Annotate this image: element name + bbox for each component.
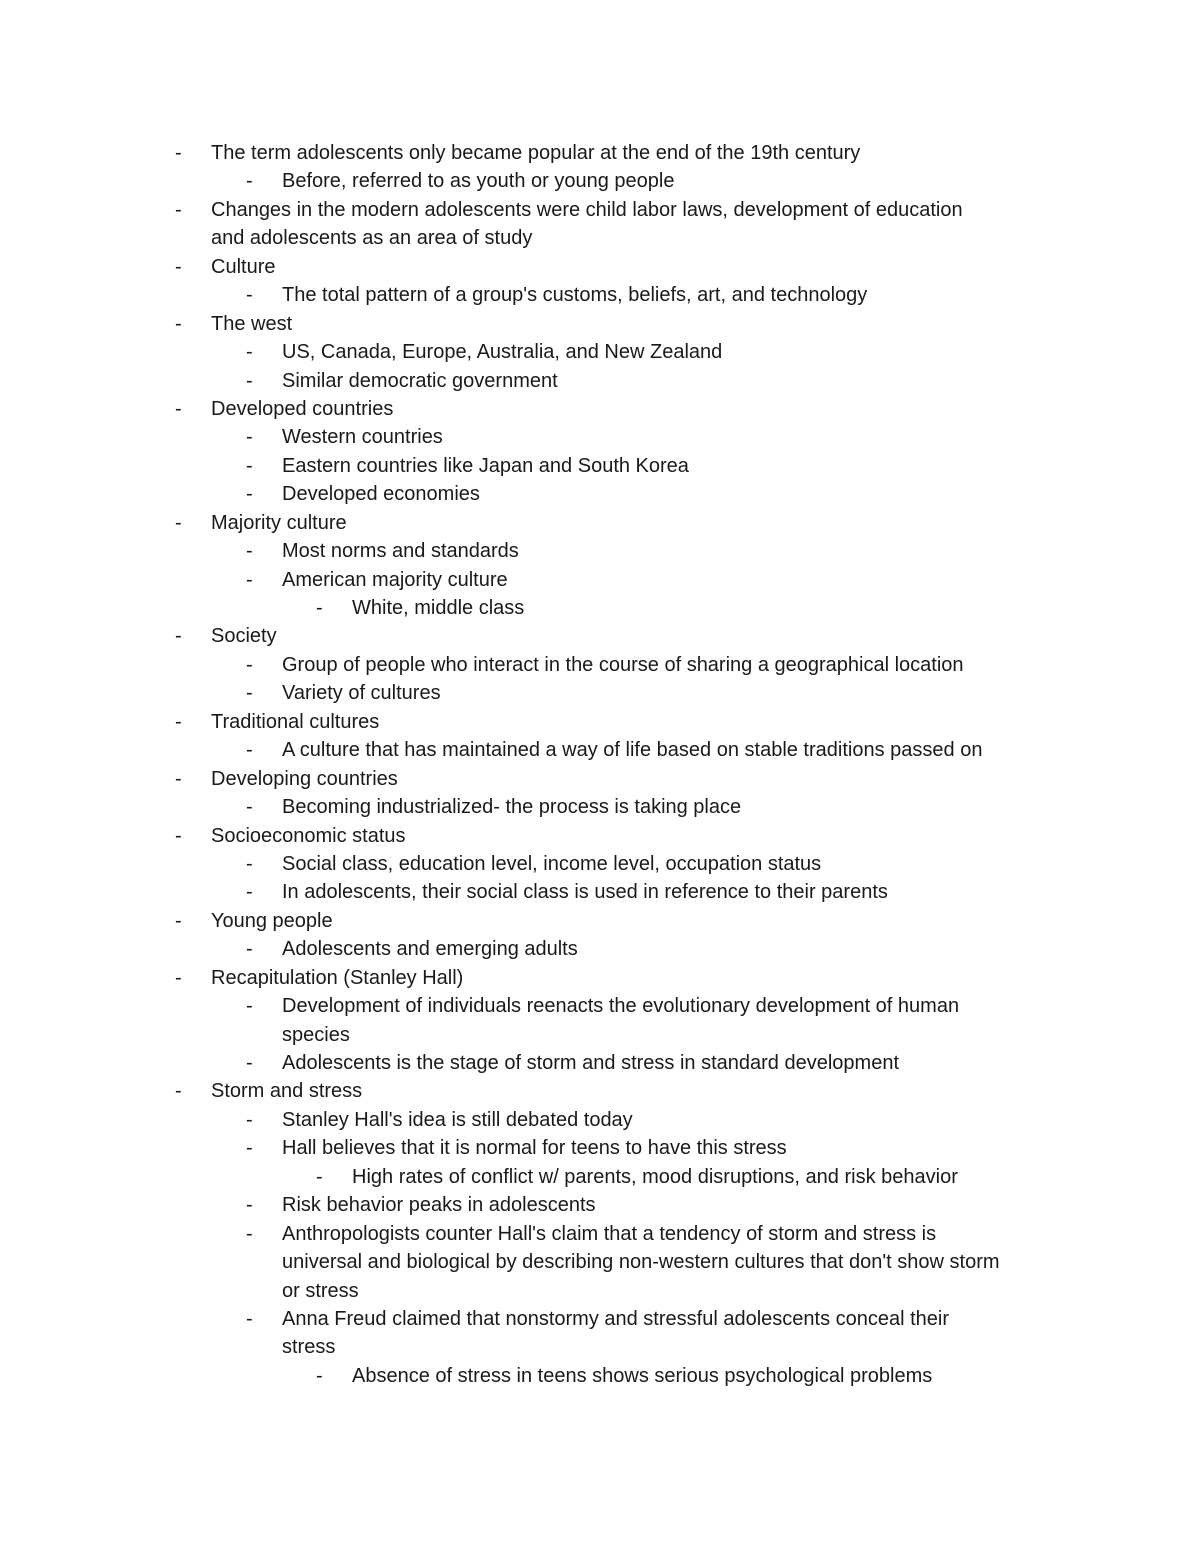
list-item [0, 765, 1200, 793]
bullet-dash: - [316, 597, 323, 619]
list-item-text: In adolescents, their social class is used in reference to their parents [282, 881, 888, 904]
list-item-text: Adolescents is the stage of storm and stress in standard development [282, 1052, 900, 1074]
list-item [0, 736, 1200, 764]
list-item-continuation [0, 1248, 1200, 1276]
list-item-continuation [0, 1333, 1200, 1361]
bullet-dash: - [175, 966, 182, 989]
list-item-text: Changes in the modern adolescents were child labor laws, development of education [211, 198, 963, 221]
list-item-text: Culture [211, 255, 276, 278]
bullet-dash: - [246, 938, 253, 961]
list-item-text: and adolescents as an area of study [211, 227, 533, 250]
list-item-continuation [0, 1277, 1200, 1305]
list-item-text: Most norms and standards [282, 540, 519, 563]
list-item [0, 1106, 1200, 1134]
list-item [0, 395, 1200, 423]
list-item-continuation [0, 224, 1200, 252]
bullet-dash: - [246, 1137, 253, 1160]
list-item [0, 651, 1200, 679]
list-item [0, 196, 1200, 224]
list-item [0, 338, 1200, 366]
list-item [0, 1049, 1200, 1077]
bullet-dash: - [175, 909, 182, 932]
list-item [0, 537, 1200, 565]
bullet-dash: - [246, 426, 253, 449]
bullet-dash: - [175, 1080, 182, 1103]
list-item [0, 850, 1200, 878]
bullet-dash: - [246, 170, 253, 193]
bullet-dash: - [246, 682, 253, 705]
list-item-text: or stress [282, 1279, 359, 1302]
list-item-text: The term adolescents only became popular at the end of the 19th century [211, 142, 861, 164]
list-item-text: Developed countries [211, 397, 394, 420]
list-item-text: Risk behavior peaks in adolescents [282, 1194, 596, 1217]
bullet-dash: - [246, 881, 253, 904]
list-item [0, 822, 1200, 850]
list-item [0, 139, 1200, 167]
bullet-dash: - [246, 1052, 253, 1074]
list-item [0, 1163, 1200, 1191]
list-item-text: The west [211, 312, 293, 335]
list-item-text: Western countries [282, 426, 443, 449]
list-item-text: Group of people who interact in the course of sharing a geographical location [282, 653, 964, 676]
list-item-text: Becoming industrialized- the process is taking place [282, 796, 742, 819]
list-item [0, 480, 1200, 508]
list-item [0, 1362, 1200, 1390]
list-item-text: Anna Freud claimed that nonstormy and stressful adolescents conceal their [282, 1307, 950, 1330]
list-item [0, 367, 1200, 395]
list-item [0, 310, 1200, 338]
list-item-text: Majority culture [211, 511, 347, 534]
bullet-dash: - [246, 1108, 253, 1131]
list-item-text: Hall believes that it is normal for teens to have this stress [282, 1137, 787, 1160]
list-item [0, 1305, 1200, 1333]
bullet-dash: - [175, 625, 182, 648]
list-item [0, 423, 1200, 451]
bullet-list [0, 139, 1200, 1390]
list-item-text: Eastern countries like Japan and South Korea [282, 454, 689, 477]
document-page [0, 139, 1200, 1390]
bullet-dash: - [246, 995, 253, 1018]
bullet-dash: - [316, 1165, 323, 1188]
bullet-dash: - [175, 198, 182, 221]
list-item [0, 1077, 1200, 1105]
list-item [0, 167, 1200, 195]
bullet-dash: - [175, 397, 182, 420]
list-item-text: Absence of stress in teens shows serious psychological problems [352, 1364, 933, 1387]
list-item [0, 992, 1200, 1020]
bullet-dash: - [175, 312, 182, 335]
list-item-text: species [282, 1023, 350, 1046]
list-item-text: Anthropologists counter Hall's claim that a tendency of storm and stress is [282, 1222, 937, 1245]
list-item-text: Development of individuals reenacts the evolutionary development of human [282, 995, 960, 1018]
bullet-dash: - [316, 1364, 323, 1387]
bullet-dash: - [246, 1222, 253, 1245]
list-item-text: Society [211, 625, 277, 648]
list-item [0, 679, 1200, 707]
list-item-text: Developing countries [211, 767, 398, 790]
list-item-text: Variety of cultures [282, 682, 441, 705]
list-item [0, 1134, 1200, 1162]
list-item [0, 622, 1200, 650]
bullet-dash: - [175, 511, 182, 534]
list-item-text: Young people [211, 909, 333, 932]
bullet-dash: - [246, 653, 253, 676]
bullet-dash: - [246, 1307, 253, 1330]
list-item [0, 793, 1200, 821]
list-item [0, 708, 1200, 736]
list-item-text: Socioeconomic status [211, 824, 406, 847]
list-item [0, 878, 1200, 906]
list-item-text: US, Canada, Europe, Australia, and New Zealand [282, 341, 723, 364]
list-item [0, 253, 1200, 281]
list-item-text: stress [282, 1336, 336, 1359]
bullet-dash: - [246, 739, 253, 762]
list-item [0, 566, 1200, 594]
bullet-dash: - [246, 568, 253, 591]
list-item [0, 452, 1200, 480]
bullet-dash: - [246, 796, 253, 819]
list-item-text: Social class, education level, income level, occupation status [282, 852, 822, 875]
list-item-text: Recapitulation (Stanley Hall) [211, 966, 464, 989]
list-item [0, 907, 1200, 935]
list-item [0, 964, 1200, 992]
list-item-text: High rates of conflict w/ parents, mood disruptions, and risk behavior [352, 1165, 958, 1188]
list-item-text: Adolescents and emerging adults [282, 938, 578, 961]
list-item-text: Before, referred to as youth or young people [282, 170, 675, 193]
bullet-dash: - [246, 540, 253, 563]
bullet-dash: - [246, 852, 253, 875]
list-item [0, 594, 1200, 622]
bullet-dash: - [175, 142, 182, 164]
list-item [0, 281, 1200, 309]
list-item [0, 1191, 1200, 1219]
list-item-text: Developed economies [282, 483, 480, 506]
bullet-dash: - [175, 710, 182, 733]
list-item-text: American majority culture [282, 568, 508, 591]
bullet-dash: - [175, 767, 182, 790]
bullet-dash: - [246, 341, 253, 364]
list-item-text: Storm and stress [211, 1080, 363, 1103]
list-item-text: Similar democratic government [282, 369, 558, 392]
list-item-text: The total pattern of a group's customs, beliefs, art, and technology [282, 284, 868, 307]
bullet-dash: - [175, 255, 182, 278]
list-item-text: universal and biological by describing non-western cultures that don't show storm [282, 1251, 1000, 1274]
list-item [0, 1220, 1200, 1248]
bullet-dash: - [246, 1194, 253, 1217]
bullet-dash: - [246, 369, 253, 392]
list-item-text: A culture that has maintained a way of life based on stable traditions passed on [282, 739, 983, 762]
list-item-text: Stanley Hall's idea is still debated today [282, 1108, 633, 1131]
list-item-continuation [0, 1021, 1200, 1049]
bullet-dash: - [175, 824, 182, 847]
list-item [0, 935, 1200, 963]
bullet-dash: - [246, 483, 253, 506]
list-item-text: Traditional cultures [211, 710, 380, 733]
list-item-text: White, middle class [352, 597, 525, 619]
list-item [0, 509, 1200, 537]
bullet-dash: - [246, 454, 253, 477]
bullet-dash: - [246, 284, 253, 307]
